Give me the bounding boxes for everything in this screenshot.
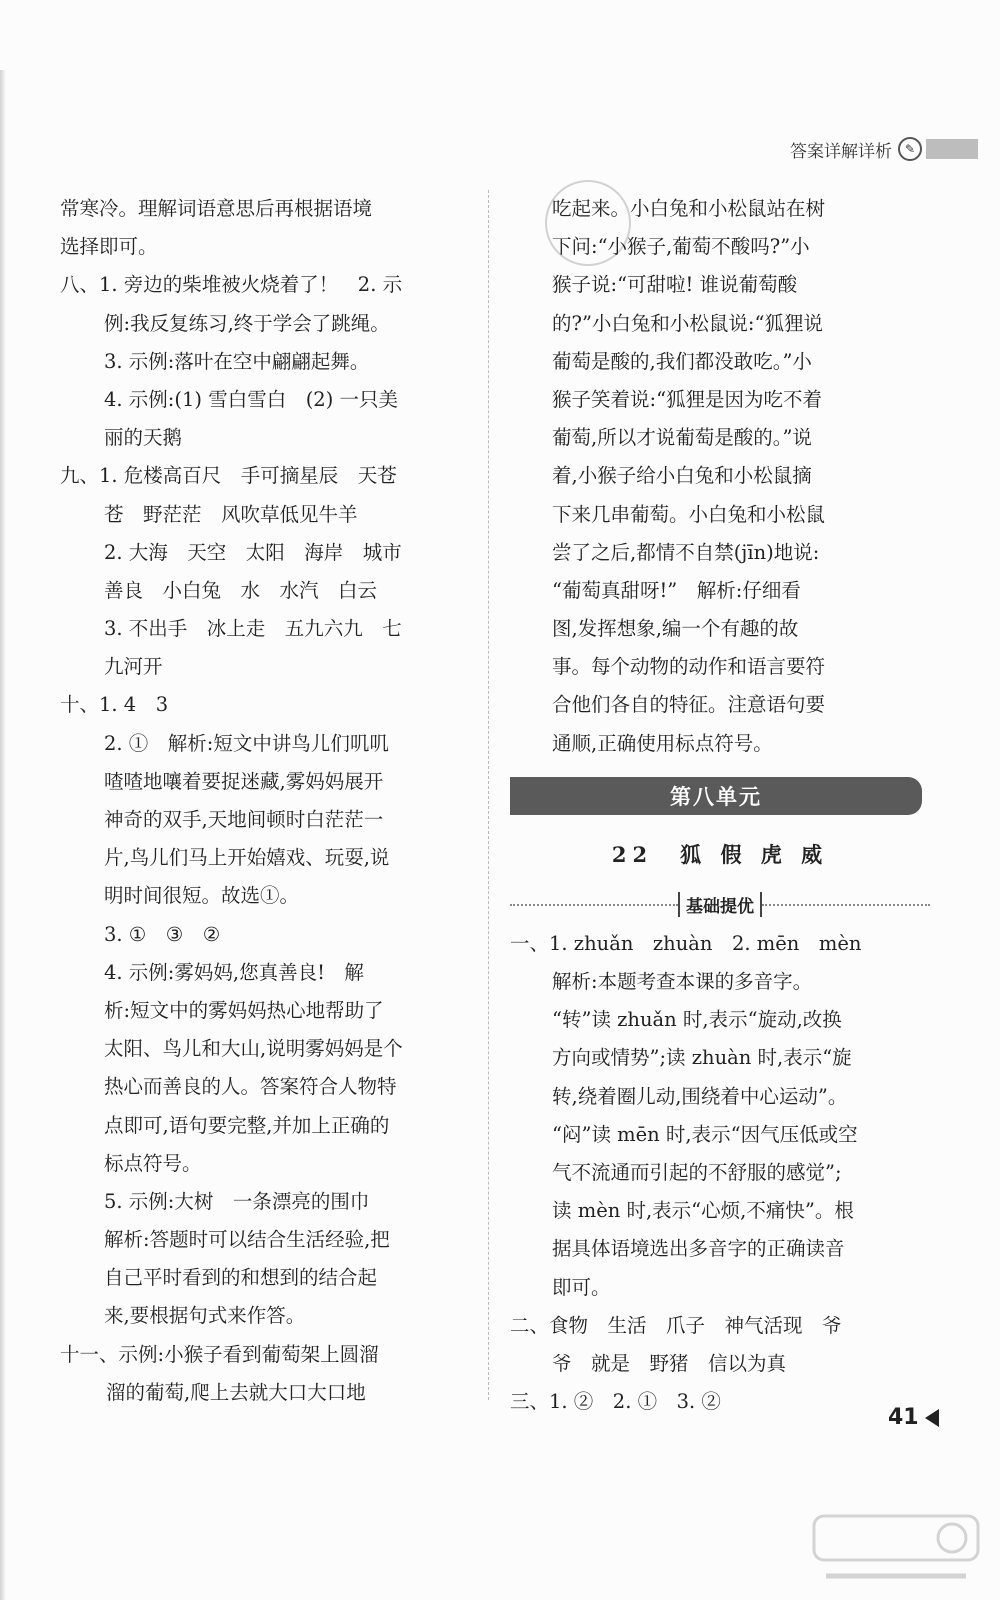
section-dotted-line xyxy=(510,904,678,906)
text-line: 读 mèn 时,表示“心烦,不痛快”。根 xyxy=(552,1199,854,1223)
text-line: 选择即可。 xyxy=(60,235,158,259)
text-line: 解析:答题时可以结合生活经验,把 xyxy=(104,1228,390,1252)
unit-banner: 第八单元 xyxy=(510,777,922,815)
text-line: 善良 小白兔 水 水汽 白云 xyxy=(104,578,378,602)
text-line: “葡萄真甜呀!” 解析:仔细看 xyxy=(552,578,801,602)
text-line: 神奇的双手,天地间顿时白茫茫一 xyxy=(104,808,384,831)
text-line: 点即可,语句要完整,并加上正确的 xyxy=(104,1113,390,1137)
text-line: 明时间很短。故选①。 xyxy=(104,884,300,908)
text-line: 丽的天鹅 xyxy=(104,426,183,450)
text-line: 吃起来。小白兔和小松鼠站在树 xyxy=(552,197,826,220)
text-line: 即可。 xyxy=(552,1275,611,1299)
section-dotted-line xyxy=(762,904,930,906)
text-line: 3. 不出手 冰上走 五九六九 七 xyxy=(104,617,402,641)
text-line: 据具体语境选出多音字的正确读音 xyxy=(552,1237,845,1261)
text-line: 八、1. 旁边的柴堆被火烧着了！ 2. 示 xyxy=(60,273,403,297)
text-line: 方向或情势”;读 zhuàn 时,表示“旋 xyxy=(552,1046,852,1070)
text-line: 十、1. 4 3 xyxy=(60,693,169,717)
text-line: 尝了之后,都情不自禁(jīn)地说: xyxy=(552,540,820,564)
text-line: 下问:“小猴子,葡萄不酸吗?”小 xyxy=(552,235,810,259)
text-line: 猴子说:“可甜啦! 谁说葡萄酸 xyxy=(552,273,798,297)
text-line: 葡萄,所以才说葡萄是酸的。”说 xyxy=(552,426,812,450)
text-line: 3. 示例:落叶在空中翩翩起舞。 xyxy=(104,349,370,373)
page-header xyxy=(790,132,1000,166)
text-line: 2. 大海 天空 太阳 海岸 城市 xyxy=(104,540,402,564)
header-bar xyxy=(926,139,978,159)
right-column-answers xyxy=(510,925,930,1421)
text-line: 3. ① ③ ② xyxy=(104,922,221,946)
text-line: 下来几串葡萄。小白兔和小松鼠 xyxy=(552,502,826,526)
page-number-block xyxy=(888,1405,939,1430)
text-line: 三、1. ② 2. ① 3. ② xyxy=(510,1390,721,1414)
text-line: 喳喳地嚷着要捉迷藏,雾妈妈展开 xyxy=(104,769,384,793)
text-line: 事。每个动物的动作和语言要符 xyxy=(552,655,826,679)
text-line: 标点符号。 xyxy=(104,1151,202,1175)
left-column xyxy=(60,190,472,1412)
text-line: 着,小猴子给小白兔和小松鼠摘 xyxy=(552,464,812,488)
page-edge-shadow xyxy=(0,70,6,1600)
text-line: “转”读 zhuǎn 时,表示“旋动,改换 xyxy=(552,1008,842,1032)
text-line: 猴子笑着说:“狐狸是因为吃不着 xyxy=(552,387,823,411)
text-line: 转,绕着圈儿动,围绕着中心运动”。 xyxy=(552,1084,848,1108)
text-line: 通顺,正确使用标点符号。 xyxy=(552,731,773,755)
triangle-left-icon xyxy=(925,1409,939,1427)
text-line: 解析:本题考查本课的多音字。 xyxy=(552,970,813,993)
text-line: 4. 示例:(1) 雪白雪白 (2) 一只美 xyxy=(104,387,399,411)
pencil-badge-icon: ✎ xyxy=(898,137,922,161)
text-line: 二、食物 生活 爪子 神气活现 爷 xyxy=(510,1313,842,1337)
text-line: “闷”读 mēn 时,表示“因气压低或空 xyxy=(552,1122,858,1146)
text-line: 十一、示例:小猴子看到葡萄架上圆溜 xyxy=(60,1342,379,1366)
section-tag: 基础提优 xyxy=(678,892,762,917)
text-line: 的?”小白兔和小松鼠说:“狐狸说 xyxy=(552,311,823,335)
right-column xyxy=(510,190,930,1421)
text-line: 溜的葡萄,爬上去就大口大口地 xyxy=(106,1380,366,1404)
text-line: 自己平时看到的和想到的结合起 xyxy=(104,1266,378,1290)
text-line: 常寒冷。理解词语意思后再根据语境 xyxy=(60,197,373,220)
text-line: 合他们各自的特征。注意语句要 xyxy=(552,693,826,717)
text-line: 葡萄是酸的,我们都没敢吃。”小 xyxy=(552,349,812,373)
header-title: 答案详解详析 xyxy=(790,141,892,162)
text-line: 析:短文中的雾妈妈热心地帮助了 xyxy=(104,998,384,1022)
text-line: 2. ① 解析:短文中讲鸟儿们叽叽 xyxy=(104,731,389,755)
text-line: 一、1. zhuǎn zhuàn 2. mēn mèn xyxy=(510,931,862,955)
text-line: 片,鸟儿们马上开始嬉戏、玩耍,说 xyxy=(104,846,390,870)
text-line: 图,发挥想象,编一个有趣的故 xyxy=(552,617,799,641)
column-divider xyxy=(488,190,489,1400)
text-line: 太阳、鸟儿和大山,说明雾妈妈是个 xyxy=(104,1037,403,1061)
right-column-story xyxy=(510,190,930,763)
text-line: 爷 就是 野猪 信以为真 xyxy=(552,1351,787,1375)
text-line: 5. 示例:大树 一条漂亮的围巾 xyxy=(104,1189,370,1213)
text-line: 来,要根据句式来作答。 xyxy=(104,1304,306,1328)
text-line: 气不流通而引起的不舒服的感觉”; xyxy=(552,1160,842,1184)
text-line: 例:我反复练习,终于学会了跳绳。 xyxy=(104,311,390,335)
text-line: 苍 野茫茫 风吹草低见牛羊 xyxy=(104,502,358,526)
text-line: 热心而善良的人。答案符合人物特 xyxy=(104,1075,397,1099)
site-logo-mark xyxy=(812,1510,980,1590)
lesson-title: 22 狐 假 虎 威 xyxy=(611,841,829,867)
text-line: 九河开 xyxy=(104,655,163,679)
page-number: 41 xyxy=(888,1405,919,1430)
text-line: 九、1. 危楼高百尺 手可摘星辰 天苍 xyxy=(60,464,397,488)
text-line: 4. 示例:雾妈妈,您真善良! 解 xyxy=(104,960,364,984)
section-header xyxy=(510,885,930,925)
